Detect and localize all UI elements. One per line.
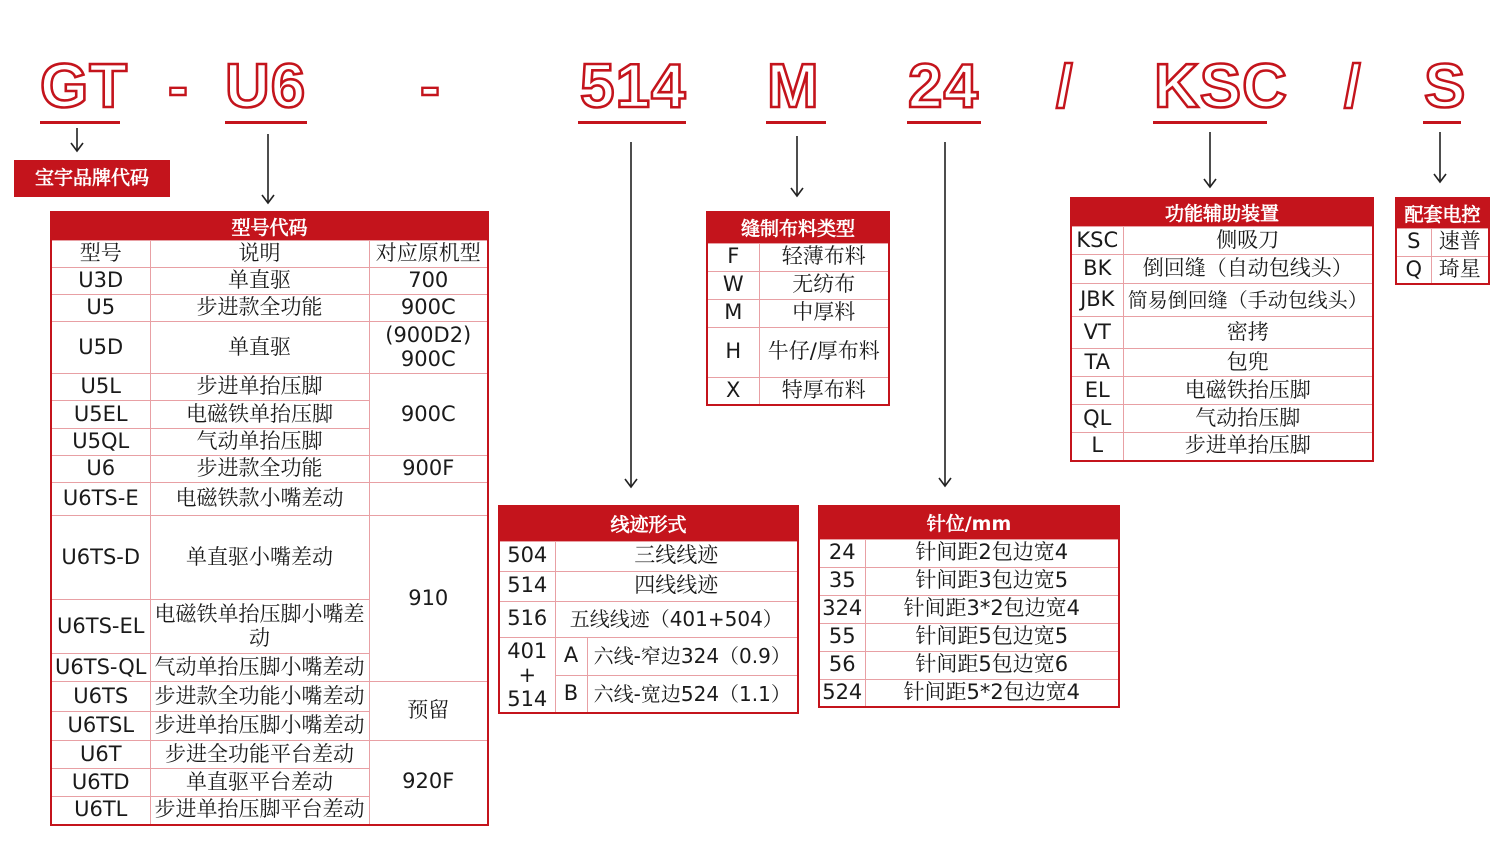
table-title: 型号代码 (51, 212, 488, 241)
model-cell: U6TS-E (51, 483, 150, 516)
code-cell: JBK (1071, 284, 1123, 317)
table-row (707, 299, 889, 327)
desc-cell: 电磁铁款小嘴差动 (150, 483, 369, 516)
model-cell: U5L (51, 374, 150, 401)
desc-cell: 五线线迹（401+504） (555, 601, 798, 637)
desc-cell: 电磁铁单抬压脚小嘴差动 (150, 600, 369, 654)
desc-cell: 牛仔/厚布料 (759, 327, 889, 377)
desc-cell: 密拷 (1123, 317, 1373, 349)
code-cell: KSC (1071, 227, 1123, 255)
desc-cell: 针间距5包边宽6 (865, 651, 1119, 679)
model-cell: U6TSL (51, 712, 150, 741)
table-row (1071, 227, 1373, 255)
orig-cell: 900F (369, 456, 488, 483)
orig-cell: 700 (369, 268, 488, 295)
code-cell: L (1071, 433, 1123, 461)
table-title: 功能辅助装置 (1071, 198, 1373, 227)
table-row (819, 567, 1119, 595)
code-cell: TA (1071, 349, 1123, 377)
desc-cell: 单直驱平台差动 (150, 769, 369, 797)
table-row (51, 268, 488, 295)
table-row (51, 741, 488, 769)
code-separator: - (420, 53, 440, 120)
model-cell: U6T (51, 741, 150, 769)
orig-cell: 920F (369, 741, 488, 825)
model-cell: U6TD (51, 769, 150, 797)
desc-cell: 气动单抬压脚小嘴差动 (150, 654, 369, 682)
desc-cell: 包兜 (1123, 349, 1373, 377)
code-cell: S (1396, 228, 1431, 256)
table-row (819, 595, 1119, 623)
code-part-function: KSC (1154, 52, 1288, 121)
code-separator: / (1344, 53, 1361, 120)
code-cell: 514 (499, 571, 555, 601)
code-separator: - (168, 53, 188, 120)
column-header: 说明 (150, 241, 369, 268)
code-part-fabric: M (767, 52, 820, 121)
desc-cell: 步进单抬压脚 (150, 374, 369, 401)
table-row (1071, 405, 1373, 433)
table-row (1396, 256, 1489, 284)
model-cell: U3D (51, 268, 150, 295)
code-cell: H (707, 327, 759, 377)
model-cell: U6TL (51, 797, 150, 825)
model-cell: U6TS-D (51, 516, 150, 600)
table-title: 针位/mm (819, 506, 1119, 539)
desc-cell: 针间距5包边宽5 (865, 623, 1119, 651)
table-row (707, 377, 889, 405)
code-cell: QL (1071, 405, 1123, 433)
model-cell: U6TS (51, 682, 150, 712)
table-row (499, 541, 798, 571)
brand-code-label: 宝宇品牌代码 (14, 160, 170, 197)
code-cell: 55 (819, 623, 865, 651)
model-cell: U5D (51, 322, 150, 374)
model-cell: U6TS-EL (51, 600, 150, 654)
table-row (819, 539, 1119, 567)
table-row (51, 456, 488, 483)
group-code-cell: 401 + 514 (499, 637, 555, 713)
code-cell: 516 (499, 601, 555, 637)
table-row (1071, 377, 1373, 405)
code-cell: 324 (819, 595, 865, 623)
table-title: 线迹形式 (499, 506, 798, 541)
code-part-model: U6 (225, 52, 307, 121)
table-row (819, 679, 1119, 707)
model-code-table (50, 211, 489, 826)
table-row (499, 571, 798, 601)
table-row (51, 295, 488, 322)
desc-cell: 无纺布 (759, 271, 889, 299)
table-row (51, 516, 488, 600)
orig-cell-empty (369, 483, 488, 516)
needle-position-table (818, 505, 1120, 708)
desc-cell: 步进款全功能 (150, 456, 369, 483)
table-row (1071, 255, 1373, 284)
desc-cell: 中厚料 (759, 299, 889, 327)
code-cell: W (707, 271, 759, 299)
orig-cell: 900C (369, 295, 488, 322)
desc-cell: 针间距3*2包边宽4 (865, 595, 1119, 623)
code-cell: Q (1396, 256, 1431, 284)
desc-cell: 步进单抬压脚小嘴差动 (150, 712, 369, 741)
model-cell: U6 (51, 456, 150, 483)
model-cell: U5EL (51, 401, 150, 429)
table-row (499, 601, 798, 637)
code-cell: EL (1071, 377, 1123, 405)
orig-cell: (900D2) 900C (369, 322, 488, 374)
code-part-needle: 24 (908, 52, 979, 121)
desc-cell: 轻薄布料 (759, 243, 889, 271)
code-part-stitch: 514 (580, 52, 687, 121)
code-cell: 504 (499, 541, 555, 571)
desc-cell: 针间距5*2包边宽4 (865, 679, 1119, 707)
stitch-type-table (498, 505, 799, 714)
orig-cell: 900C (369, 374, 488, 456)
table-row (1396, 228, 1489, 256)
code-part-control: S (1424, 52, 1467, 121)
table-row (51, 374, 488, 401)
code-part-gt: GT (40, 52, 129, 121)
desc-cell: 六线-窄边324（0.9） (587, 637, 798, 675)
code-cell: X (707, 377, 759, 405)
desc-cell: 气动抬压脚 (1123, 405, 1373, 433)
sub-code-cell: B (555, 675, 587, 713)
code-cell: 35 (819, 567, 865, 595)
desc-cell: 速普 (1431, 228, 1489, 256)
table-row (819, 623, 1119, 651)
orig-cell: 预留 (369, 682, 488, 741)
table-title: 缝制布料类型 (707, 212, 889, 243)
column-header: 对应原机型 (369, 241, 488, 268)
desc-cell: 步进全功能平台差动 (150, 741, 369, 769)
desc-cell: 针间距3包边宽5 (865, 567, 1119, 595)
table-row (707, 243, 889, 271)
desc-cell: 特厚布料 (759, 377, 889, 405)
code-separator: / (1056, 53, 1073, 120)
code-cell: 524 (819, 679, 865, 707)
model-cell: U5 (51, 295, 150, 322)
desc-cell: 倒回缝（自动包线头） (1123, 255, 1373, 284)
desc-cell: 单直驱 (150, 268, 369, 295)
table-row (819, 651, 1119, 679)
column-header: 型号 (51, 241, 150, 268)
desc-cell: 电磁铁抬压脚 (1123, 377, 1373, 405)
desc-cell: 步进单抬压脚 (1123, 433, 1373, 461)
orig-cell: 910 (369, 516, 488, 682)
desc-cell: 步进款全功能小嘴差动 (150, 682, 369, 712)
table-row (499, 637, 798, 675)
table-row (1071, 284, 1373, 317)
desc-cell: 步进单抬压脚平台差动 (150, 797, 369, 825)
desc-cell: 单直驱小嘴差动 (150, 516, 369, 600)
code-cell: M (707, 299, 759, 327)
function-device-table (1070, 197, 1374, 462)
table-row (1071, 433, 1373, 461)
table-row (707, 327, 889, 377)
desc-cell: 侧吸刀 (1123, 227, 1373, 255)
table-row (51, 483, 488, 516)
code-cell: BK (1071, 255, 1123, 284)
code-cell: F (707, 243, 759, 271)
controller-table (1395, 197, 1490, 285)
desc-cell: 简易倒回缝（手动包线头） (1123, 284, 1373, 317)
model-cell: U6TS-QL (51, 654, 150, 682)
table-row (51, 682, 488, 712)
desc-cell: 六线-宽边524（1.1） (587, 675, 798, 713)
table-row (1071, 317, 1373, 349)
desc-cell: 步进款全功能 (150, 295, 369, 322)
desc-cell: 针间距2包边宽4 (865, 539, 1119, 567)
desc-cell: 四线线迹 (555, 571, 798, 601)
table-row (1071, 349, 1373, 377)
code-cell: 24 (819, 539, 865, 567)
desc-cell: 电磁铁单抬压脚 (150, 401, 369, 429)
code-cell: 56 (819, 651, 865, 679)
desc-cell: 气动单抬压脚 (150, 429, 369, 456)
table-title: 配套电控 (1396, 198, 1489, 228)
fabric-type-table (706, 211, 890, 406)
sub-code-cell: A (555, 637, 587, 675)
code-cell: VT (1071, 317, 1123, 349)
table-row (51, 322, 488, 374)
desc-cell: 琦星 (1431, 256, 1489, 284)
table-row (707, 271, 889, 299)
desc-cell: 三线线迹 (555, 541, 798, 571)
desc-cell: 单直驱 (150, 322, 369, 374)
model-cell: U5QL (51, 429, 150, 456)
